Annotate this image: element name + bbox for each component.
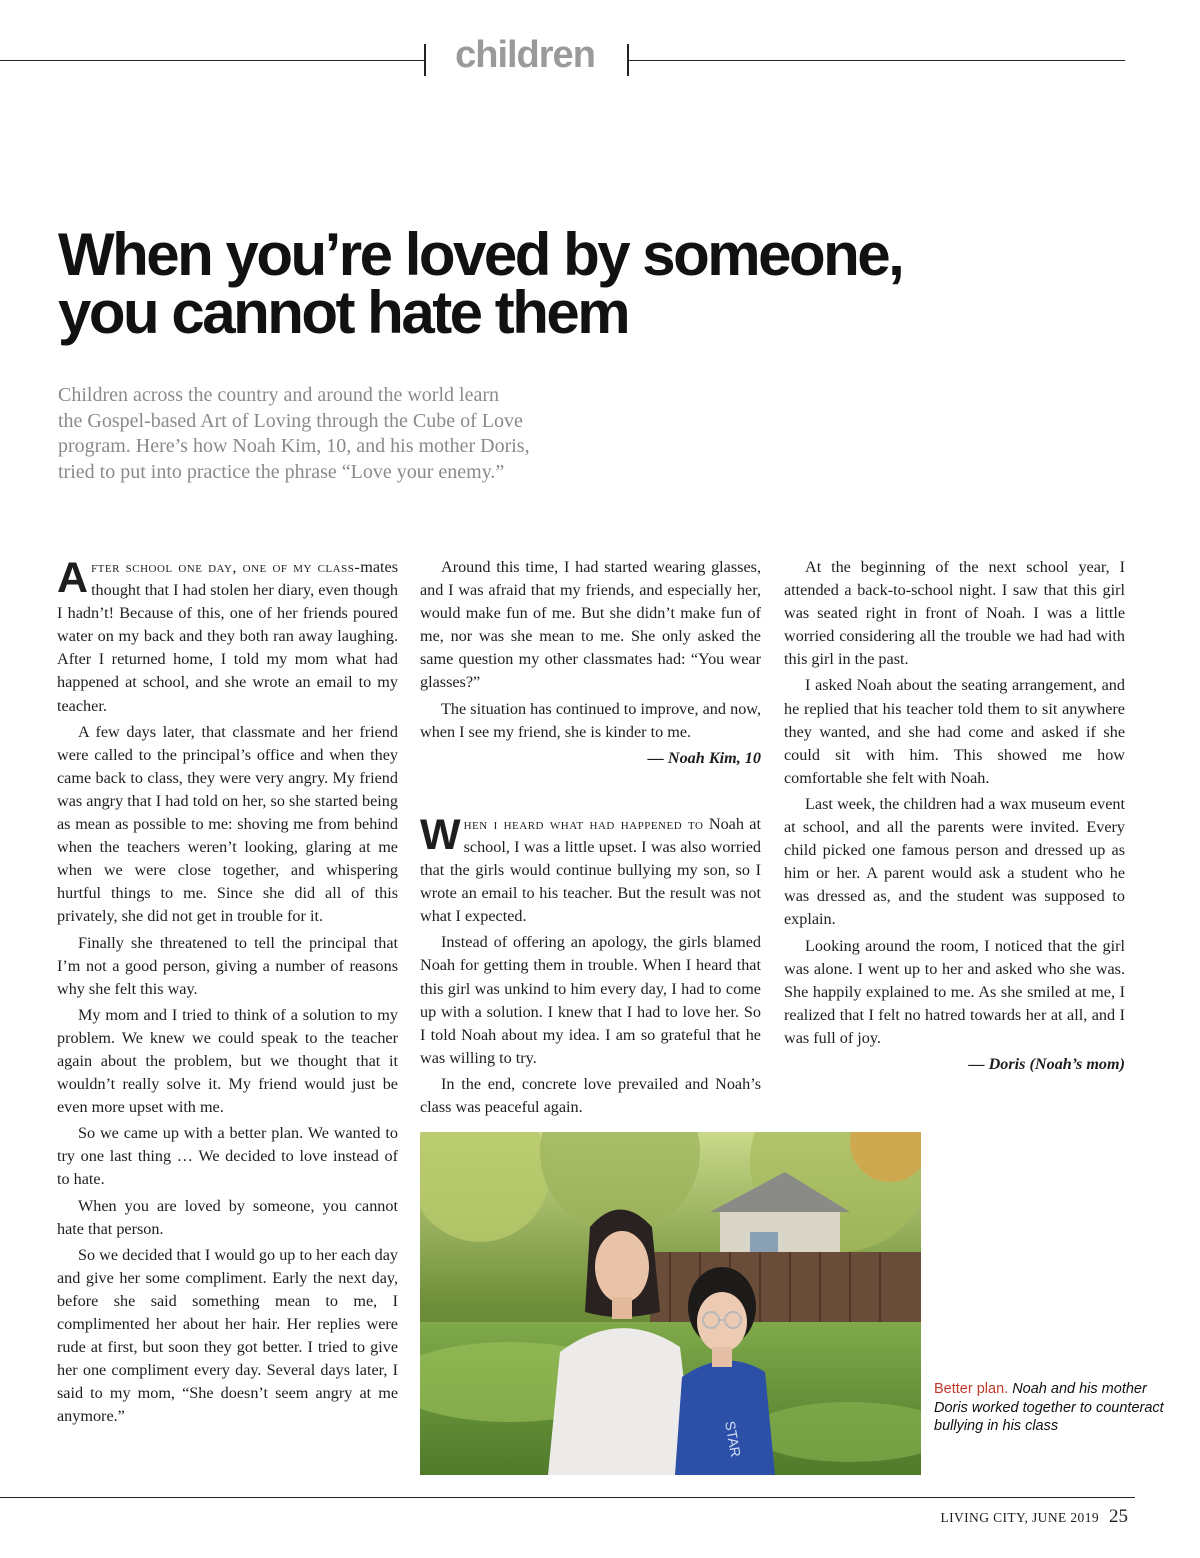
paragraph: Instead of offering an apology, the girls blamed Noah for getting them in trouble. When I heard that this girl was unkind to him every day, I had to come up with a solution. I knew that I had to love her. So I told Noah about my idea. I am so grateful that he was willing to try. [420,933,761,1067]
section-rule-right [628,60,1125,61]
photo-caption [934,1380,1164,1436]
section-rule-left [0,60,426,61]
paragraph: So we decided that I would go up to her each day and give her some compliment. Early the next day, before she said something mean to me, I complimented her about her hair. Her replies were rude at first, but soon they got better. I tried to give her one compliment every day. Several days later, I said to my mom, “She doesn’t seem angry at me anymore.” [57,1245,398,1426]
paragraph: Last week, the children had a wax museum event at school, and all the parents were invited. Every child picked one famous person and dressed up as him or her. A parent would ask a student who he was dressed as, and the student was supposed to explain. [784,794,1125,929]
paragraph: Finally she threatened to tell the principal that I’m not a good person, giving a number of reasons why she felt this way. [57,933,398,998]
paragraph: I asked Noah about the seating arrangement, and he replied that his teacher told them to sit anywhere they wanted, and she had come and asked if she could sit with him. This showed me how comfortable she felt with Noah. [784,676,1125,787]
lead-in: fter school one day, one of my class- [91,558,361,576]
headline-line-2: you cannot hate them [58,279,629,346]
lead-text: mates thought that I had stolen her diary, even though I hadn’t! Because of this, one of her friends poured water on my back and they both ran away laughing. After I returned home, I told my mom what had happened at school, and she wrote an email to my teacher. [57,558,398,715]
paragraph: When you are loved by someone, you cannot hate that person. [57,1196,398,1238]
column-1-lead-paragraph [57,556,398,718]
dropcap: W [420,810,461,859]
author-signature: — Noah Kim, 10 [647,748,761,767]
paragraph: Around this time, I had started wearing glasses, and I was afraid that my friends, and especially her, would make fun of me. But she didn’t make fun of me, nor was she mean to me. She only asked the same question my other classmates had: “You wear glasses?” [420,558,761,692]
paragraph: Looking around the room, I noticed that the girl was alone. I went up to her and asked who she was. She happily explained to me. As she smiled at me, I realized that I felt no hatred towards her at all, and I was full of joy. [784,936,1125,1047]
article-column-3 [784,556,1125,1079]
page-footer [940,1506,1128,1528]
footer-rule [0,1497,1135,1498]
paragraph: The situation has continued to improve, and now, when I see my friend, she is kinder to me. [420,699,761,741]
dropcap: A [57,554,89,602]
deck-line-3: program. Here’s how Noah Kim, 10, and his mother Doris, [58,435,530,457]
article-photo [420,1132,921,1475]
paragraph: A few days later, that classmate and her friend were called to the principal’s office and when they came back to class, they were very angry. My friend was angry that I had told on her, so she started being as mean as possible to me: shoving me from behind when the teachers weren’t looking, glaring at me when we were close together, and whispering hurtful things to me. Since she did all of this privately, she did not get in trouble for it. [57,722,398,926]
deck-line-2: the Gospel-based Art of Loving through the Cube of Love [58,409,523,432]
deck-line-1: Children across the country and around the world learn [58,384,499,406]
paragraph: In the end, concrete love prevailed and Noah’s class was peaceful again. [420,1074,761,1116]
article-column-1 [57,556,398,1431]
caption-body: Noah and his mother Doris worked together to counteract bullying in his class [934,1381,1164,1434]
svg-text:STAR: STAR [722,1419,745,1459]
section-spacer [420,773,761,813]
page-number: 25 [1109,1506,1128,1527]
article-column-2 [420,556,761,1122]
headline-line-1: When you’re loved by someone, [58,221,903,288]
paragraph: At the beginning of the next school year, I attended a back-to-school night. I saw that this girl was seated right in front of Noah. I was a little worried considering all the trouble we had had with this girl in the past. [784,558,1125,669]
deck-line-4: tried to put into practice the phrase “Love your enemy.” [58,460,505,483]
author-signature: — Doris (Noah’s mom) [968,1054,1125,1073]
article-headline [58,221,1058,346]
photo-mother-and-son-image [420,1132,921,1475]
article-deck [58,383,638,485]
lead-text: Noah at school, I was a little upset. I was also worried that the girls would continue bullying my son, so I wrote an email to his teacher. But the result was not what I expected. [420,814,761,926]
paragraph: So we came up with a better plan. We wanted to try one last thing … We decided to love instead of to hate. [57,1124,398,1189]
lead-in: hen i heard what had happened to [463,814,704,833]
caption-lead: Better plan. [934,1381,1009,1397]
section-label: children [455,34,595,76]
section-tick-left [424,44,426,76]
column-2-lead-paragraph [420,810,761,928]
paragraph: My mom and I tried to think of a solution to my problem. We knew we could speak to the teacher again about the problem, but we thought that it wouldn’t really solve it. My friend would just be even more upset with me. [57,1005,398,1117]
publication-name: LIVING CITY, JUNE 2019 [940,1510,1099,1525]
